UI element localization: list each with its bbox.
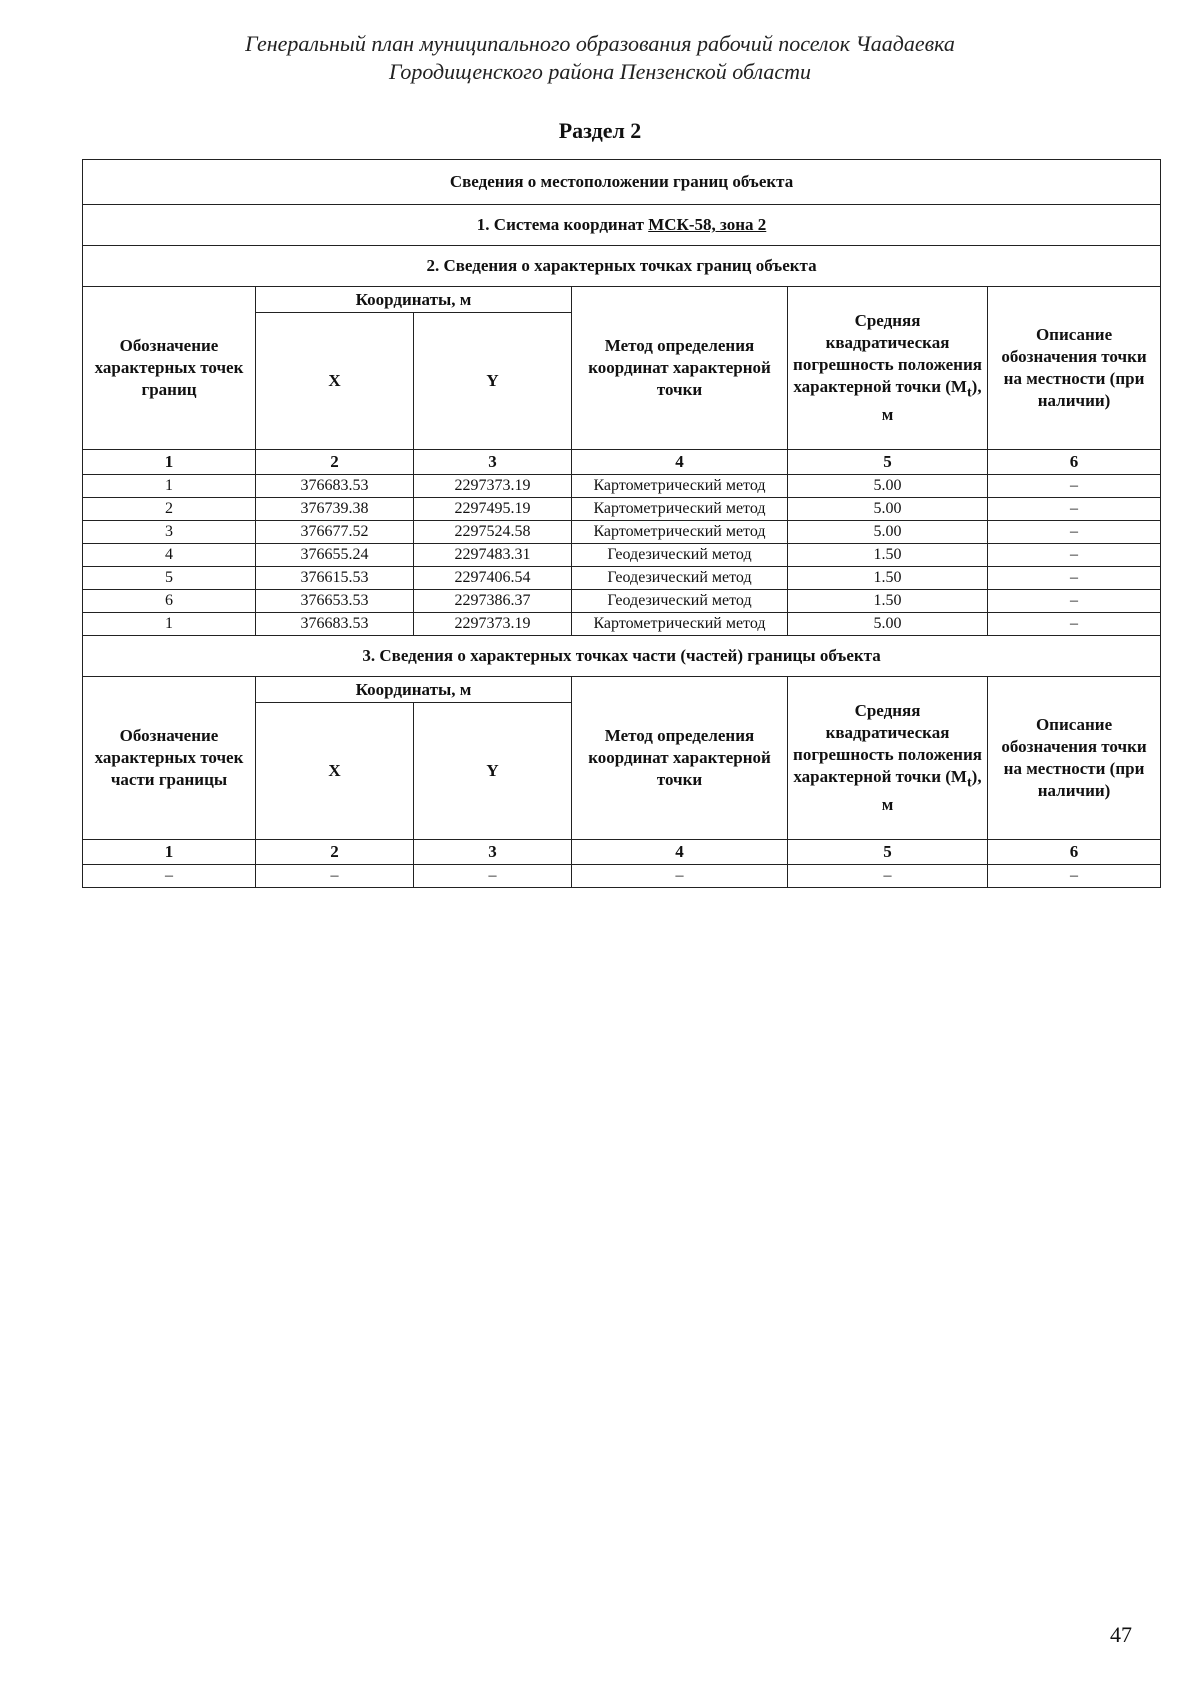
part2-col-method: Метод определения координат характерной точки [572,287,788,450]
part2-col-error-sub: t [966,384,972,401]
part3-col-error-text: Средняя квадратическая погрешность положения характерной точки (M [793,701,982,787]
table-row [83,521,1161,544]
table-row [83,544,1161,567]
cell-desc: – [988,498,1161,521]
coord-system-value: МСК-58, зона 2 [648,215,767,234]
part3-col-number: 1 [83,840,256,865]
cell-y: 2297406.54 [414,567,572,590]
cell-y: 2297524.58 [414,521,572,544]
part2-col-number: 6 [988,450,1161,475]
section-title: Раздел 2 [558,118,642,143]
cell-x: 376739.38 [256,498,414,521]
table-row [83,590,1161,613]
cell-error: 5.00 [788,521,988,544]
part3-col-number: 6 [988,840,1161,865]
part3-col-error-sub: t [966,774,972,791]
table-row [83,613,1161,636]
cell-y: – [414,865,572,888]
part2-col-y: Y [414,313,572,450]
cell-x: 376653.53 [256,590,414,613]
part3-col-designation: Обозначение характерных точек части границы [83,677,256,840]
table-row [83,498,1161,521]
cell-error: 5.00 [788,475,988,498]
boundary-info-table [82,159,1161,888]
part3-col-number: 2 [256,840,414,865]
cell-point: – [83,865,256,888]
part3-header-row [83,677,1161,703]
cell-point: 5 [83,567,256,590]
cell-x: 376677.52 [256,521,414,544]
cell-desc: – [988,521,1161,544]
table-title: Сведения о местоположении границ объекта [83,160,1161,205]
cell-point: 4 [83,544,256,567]
cell-desc: – [988,613,1161,636]
cell-error: 1.50 [788,544,988,567]
cell-method: Геодезический метод [572,590,788,613]
cell-desc: – [988,590,1161,613]
cell-y: 2297495.19 [414,498,572,521]
part2-col-number: 4 [572,450,788,475]
part2-col-description: Описание обозначения точки на местности (при наличии) [988,287,1161,450]
coord-system-row [83,205,1161,246]
part3-number-row [83,840,1161,865]
part2-col-coords: Координаты, м [256,287,572,313]
page-number: 47 [1110,1622,1132,1647]
cell-y: 2297373.19 [414,475,572,498]
cell-method: Картометрический метод [572,475,788,498]
part3-col-x: X [256,703,414,840]
table-row [83,475,1161,498]
part3-col-y: Y [414,703,572,840]
part3-col-method: Метод определения координат характерной точки [572,677,788,840]
part3-heading: 3. Сведения о характерных точках части (частей) границы объекта [83,636,1161,677]
cell-error: 5.00 [788,613,988,636]
part2-col-error [788,287,988,450]
part2-heading: 2. Сведения о характерных точках границ объекта [83,246,1161,287]
cell-error: – [788,865,988,888]
part2-col-x: X [256,313,414,450]
cell-desc: – [988,567,1161,590]
document-header [0,30,1200,86]
cell-point: 6 [83,590,256,613]
cell-point: 2 [83,498,256,521]
part3-col-description: Описание обозначения точки на местности (при наличии) [988,677,1161,840]
cell-x: 376615.53 [256,567,414,590]
cell-error: 1.50 [788,567,988,590]
cell-y: 2297373.19 [414,613,572,636]
cell-x: 376683.53 [256,613,414,636]
cell-method: – [572,865,788,888]
document-header-line-1: Генеральный план муниципального образования рабочий поселок Чаадаевка [245,31,955,56]
table-title-row [83,160,1161,205]
coord-system-label: 1. Система координат [476,215,644,234]
part2-col-error-tail: ), м [881,377,982,424]
part2-header-row [83,287,1161,313]
cell-desc: – [988,544,1161,567]
cell-x: 376655.24 [256,544,414,567]
cell-desc: – [988,865,1161,888]
cell-error: 1.50 [788,590,988,613]
coord-system-cell [83,205,1161,246]
table-row [83,865,1161,888]
cell-point: 3 [83,521,256,544]
part2-col-error-text: Средняя квадратическая погрешность положения характерной точки (M [793,311,982,397]
part2-col-number: 1 [83,450,256,475]
cell-method: Картометрический метод [572,613,788,636]
part2-col-number: 2 [256,450,414,475]
part3-col-error-tail: ), м [881,767,982,814]
part3-col-error [788,677,988,840]
part3-col-coords: Координаты, м [256,677,572,703]
cell-x: – [256,865,414,888]
cell-method: Картометрический метод [572,521,788,544]
table-row [83,567,1161,590]
cell-method: Геодезический метод [572,567,788,590]
part2-col-number: 3 [414,450,572,475]
part2-heading-row [83,246,1161,287]
cell-point: 1 [83,613,256,636]
cell-method: Картометрический метод [572,498,788,521]
part2-col-number: 5 [788,450,988,475]
part3-col-number: 5 [788,840,988,865]
part2-col-designation: Обозначение характерных точек границ [83,287,256,450]
cell-desc: – [988,475,1161,498]
cell-method: Геодезический метод [572,544,788,567]
cell-y: 2297386.37 [414,590,572,613]
part2-number-row [83,450,1161,475]
cell-y: 2297483.31 [414,544,572,567]
part3-col-number: 4 [572,840,788,865]
part3-heading-row [83,636,1161,677]
cell-point: 1 [83,475,256,498]
part3-col-number: 3 [414,840,572,865]
cell-x: 376683.53 [256,475,414,498]
document-header-line-2: Городищенского района Пензенской области [388,59,812,84]
cell-error: 5.00 [788,498,988,521]
